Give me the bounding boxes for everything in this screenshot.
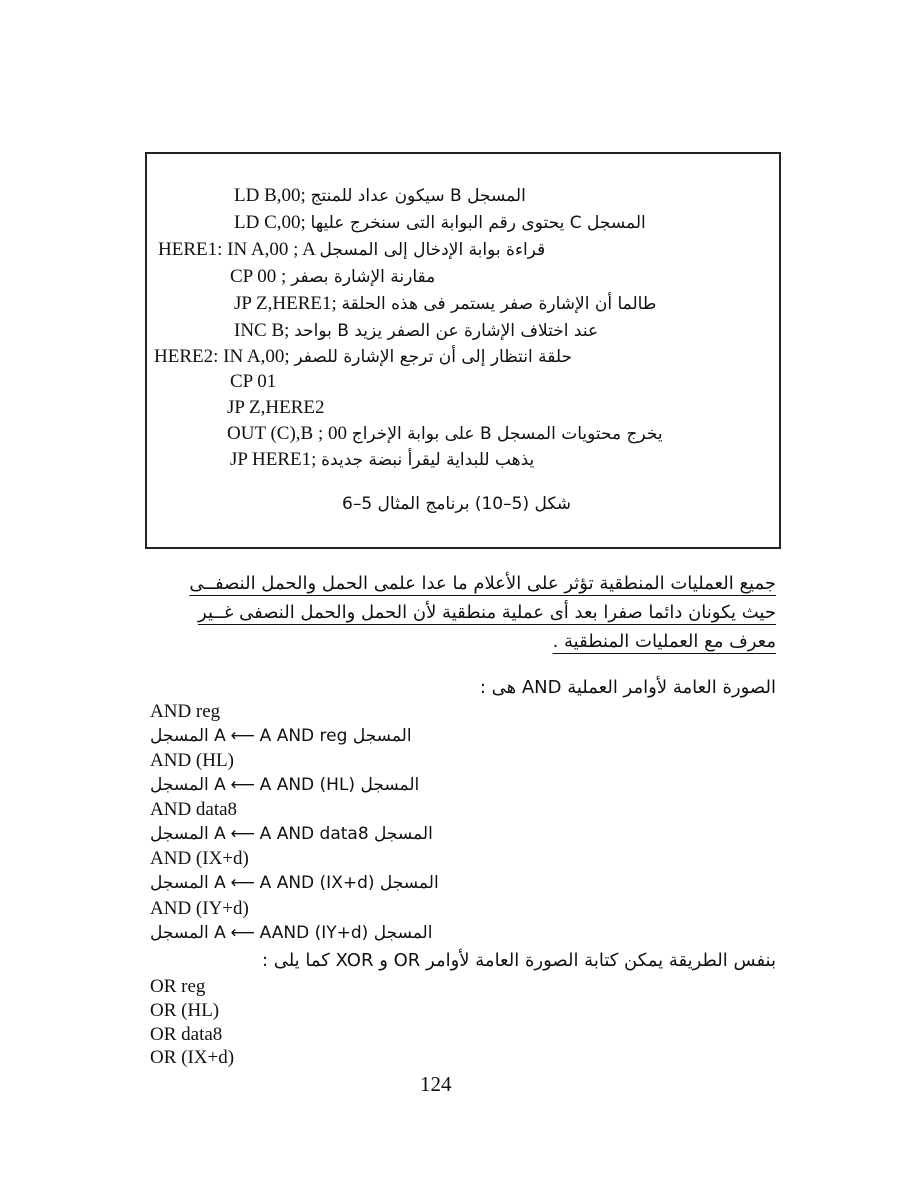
- source-expression: المسجل A AND (IX+d): [259, 873, 439, 893]
- code-comment: المسجل B سيكون عداد للمنتج: [310, 186, 526, 206]
- left-arrow-icon: ⟵: [230, 775, 255, 795]
- instruction-form: AND data8: [150, 799, 238, 820]
- paragraph-line: جميع العمليات المنطقية تؤثر على الأعلام ما عدا علمى الحمل والحمل النصفــى: [189, 573, 776, 594]
- figure-caption: شكل (5–10) برنامج المثال 5–6: [341, 494, 571, 514]
- left-arrow-icon: ⟵: [230, 726, 255, 746]
- program-line: [234, 292, 656, 316]
- code-text: JP Z,HERE1;: [234, 293, 337, 314]
- left-arrow-icon: ⟵: [230, 824, 255, 844]
- program-line: [234, 184, 526, 208]
- code-comment: حلقة انتظار إلى أن ترجع الإشارة للصفر: [294, 347, 573, 367]
- source-expression: المسجل A AND data8: [259, 824, 433, 844]
- or-section-heading: بنفس الطريقة يمكن كتابة الصورة العامة لأوامر OR و XOR كما يلى :: [261, 950, 776, 971]
- left-arrow-icon: ⟵: [230, 923, 255, 943]
- code-label: HERE1:: [158, 239, 223, 260]
- code-text: OUT (C),B ; 00: [227, 423, 347, 444]
- source-expression: المسجل A AND reg: [259, 726, 412, 746]
- instruction-form: OR (HL): [150, 1000, 220, 1021]
- instruction-form: OR (IX+d): [150, 1047, 235, 1068]
- program-line: [234, 211, 646, 235]
- code-text: IN A,00;: [223, 346, 290, 367]
- operation-description: [150, 922, 432, 944]
- program-line: [230, 448, 534, 472]
- code-label: HERE2:: [154, 346, 219, 367]
- instruction-form: AND (IX+d): [150, 848, 249, 869]
- code-text: JP Z,HERE2: [227, 397, 325, 418]
- paragraph-line: حيث يكونان دائما صفرا بعد أى عملية منطقية لأن الحمل والحمل النصفى غــير: [198, 602, 776, 623]
- instruction-form: OR data8: [150, 1024, 223, 1045]
- left-arrow-icon: ⟵: [230, 873, 255, 893]
- page-number: 124: [420, 1072, 452, 1096]
- paragraph-line: معرف مع العمليات المنطقية .: [552, 631, 776, 652]
- code-comment: يخرج محتويات المسجل B على بوابة الإخراج: [351, 424, 663, 444]
- operation-description: [150, 872, 439, 894]
- operation-description: [150, 823, 433, 845]
- program-line: [230, 370, 276, 394]
- program-line: [234, 319, 598, 343]
- code-text: CP 01: [230, 371, 277, 392]
- code-text: LD B,00;: [234, 185, 306, 206]
- destination-register: A المسجل: [150, 775, 226, 795]
- program-line: [230, 265, 435, 289]
- code-text: INC B;: [234, 320, 290, 341]
- code-text: JP HERE1;: [230, 449, 317, 470]
- destination-register: A المسجل: [150, 824, 226, 844]
- code-comment: عند اختلاف الإشارة عن الصفر يزيد B بواحد: [294, 321, 599, 341]
- and-section-heading: الصورة العامة لأوامر العملية AND هى :: [479, 677, 776, 698]
- code-comment: المسجل C يحتوى رقم البوابة التى سنخرج عليها: [310, 213, 646, 233]
- instruction-form: OR reg: [150, 976, 206, 997]
- operation-description: [150, 725, 412, 747]
- code-comment: طالما أن الإشارة صفر يستمر فى هذه الحلقة: [341, 294, 657, 314]
- source-expression: المسجل AAND (IY+d): [259, 923, 433, 943]
- code-comment: قراءة بوابة الإدخال إلى المسجل: [319, 240, 546, 260]
- program-line: [158, 238, 545, 262]
- code-text: IN A,00 ; A: [227, 239, 315, 260]
- destination-register: A المسجل: [150, 873, 226, 893]
- source-expression: المسجل A AND (HL): [259, 775, 420, 795]
- code-text: LD C,00;: [234, 212, 306, 233]
- destination-register: A المسجل: [150, 923, 226, 943]
- program-line: [227, 396, 324, 420]
- program-listing-box: [145, 152, 781, 549]
- code-text: CP 00 ;: [230, 266, 287, 287]
- instruction-form: AND reg: [150, 701, 221, 722]
- program-line: [227, 422, 663, 446]
- instruction-form: AND (HL): [150, 750, 234, 771]
- code-comment: مقارنة الإشارة بصفر: [291, 267, 436, 287]
- destination-register: A المسجل: [150, 726, 226, 746]
- code-comment: يذهب للبداية ليقرأ نبضة جديدة: [321, 450, 535, 470]
- operation-description: [150, 774, 419, 796]
- program-line: [154, 345, 572, 369]
- instruction-form: AND (IY+d): [150, 898, 249, 919]
